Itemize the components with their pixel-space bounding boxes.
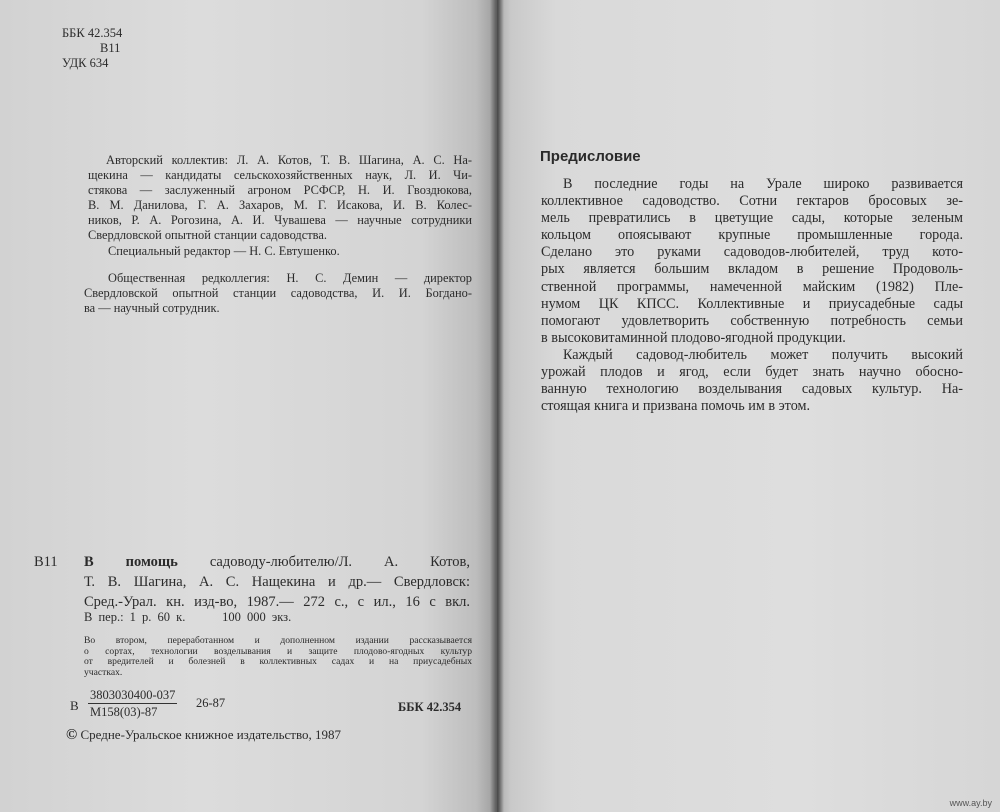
book-gutter: [490, 0, 504, 812]
preface-line: В последние годы на Урале широко развивается: [563, 176, 963, 192]
preface-line: ственной программы, намеченной майским (1982) Пле-: [541, 278, 963, 295]
catalog-line: В помощь садоводу-любителю/Л. А. Котов,: [84, 554, 470, 570]
preface-line: Каждый садовод-любитель может получить высокий: [563, 346, 963, 363]
bbk-code: ББК 42.354: [62, 26, 123, 40]
copyright-line: [66, 727, 341, 744]
preface-line: стоящая книга и призвана помочь им в этом.: [541, 398, 811, 415]
classification-codes: [62, 26, 122, 71]
preface-line: мель превратились в цветущие сады, которые зеленым: [541, 210, 963, 227]
authors-line: щекина — кандидаты сельскохозяйственных наук, Л. И. Чи-: [88, 168, 472, 182]
price-and-print-run: В пер.: 1 р. 60 к. 100 000 экз.: [84, 610, 292, 624]
preface-line: в высоковитаминной плодово-ягодной продукции.: [541, 329, 846, 346]
board-line: Общественная редколлегия: Н. С. Демин — директор: [108, 271, 472, 285]
preface-line: Сделано это руками садоводов-любителей, труд кото-: [541, 244, 963, 261]
catalog-card-entry: [84, 552, 470, 612]
book-title: В помощь: [84, 554, 178, 570]
book-annotation: [84, 636, 472, 678]
authors-line: В. М. Данилова, Г. А. Захаров, М. Г. Исакова, И. В. Колес-: [88, 198, 472, 212]
preface-line: ванную технологию возделывания садовых культур. На-: [541, 381, 963, 398]
preface-line: рых является большим вкладом в решение Продоволь-: [541, 261, 963, 278]
isbn-year: 26-87: [196, 696, 226, 710]
authors-line: ников, Р. А. Рогозина, А. И. Чувашева — научные сотрудники: [88, 213, 472, 227]
authors-line: стякова — заслуженный агроном РСФСР, Н. И. Гвоздюкова,: [88, 183, 472, 197]
annotation-line: участках.: [84, 666, 123, 678]
catalog-line: Сред.-Урал. кн. изд-во, 1987.— 272 с., с ил., 16 с вкл.: [84, 594, 470, 610]
authors-line: Авторский коллектив: Л. А. Котов, Т. В. Шагина, А. С. На-: [106, 153, 472, 167]
preface-line: помогают удовлетворить собственную потребность семьи: [541, 312, 963, 329]
authors-line: Свердловской опытной станции садоводства.: [88, 228, 327, 242]
catalog-line: Т. В. Шагина, А. С. Нащекина и др.— Свердловск:: [84, 574, 470, 590]
bbk-bottom-code: ББК 42.354: [398, 700, 462, 714]
shelf-code: В11: [100, 41, 121, 55]
preface-line: кольцом опоясывают крупные промышленные города.: [541, 227, 963, 244]
special-editor: Специальный редактор — Н. С. Евтушенко.: [108, 244, 340, 258]
catalog-card-code: В11: [34, 554, 58, 570]
annotation-line: Во втором, переработанном и дополненном издании рассказывается: [84, 635, 472, 646]
annotation-line: от вредителей и болезней в коллективных садах и на приусадебных: [84, 656, 472, 668]
isbn-numerator: 3803030400-037: [90, 688, 176, 702]
udk-code: УДК 634: [62, 56, 109, 70]
editorial-board: [84, 271, 472, 316]
copyright-text: Средне-Уральское книжное издательство, 1987: [80, 727, 341, 742]
left-page: [0, 0, 496, 812]
preface-line: коллективное садоводство. Сотни гектаров бросовых зе-: [541, 193, 963, 210]
isbn-letter: В: [70, 698, 79, 713]
isbn-fraction: [88, 688, 177, 720]
board-line: ва — научный сотрудник.: [84, 301, 220, 315]
site-watermark: www.ay.by: [949, 798, 992, 808]
copyright-icon: ©: [66, 727, 78, 743]
preface-title: Предисловие: [540, 148, 641, 165]
preface-line: урожай плодов и ягод, если будет знать научно обосно-: [541, 364, 963, 381]
isbn-denominator: М158(03)-87: [90, 705, 158, 719]
authors-collective: [88, 153, 472, 243]
annotation-line: о сортах, технологии возделывания и защите плодово-ягодных культур: [84, 645, 472, 657]
preface-line: нумом ЦК КПСС. Коллективные и приусадебные сады: [541, 295, 963, 312]
preface-text: [541, 176, 963, 415]
board-line: Свердловской опытной станции садоводства, И. И. Богдано-: [84, 286, 472, 300]
